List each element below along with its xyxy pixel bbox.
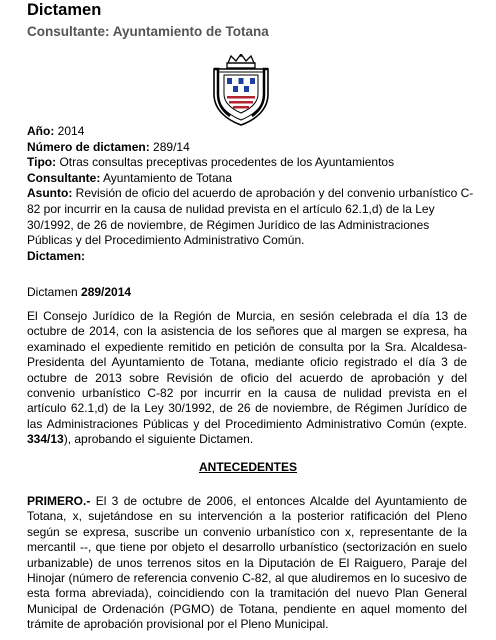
dictamen-metadata bbox=[27, 124, 477, 264]
meta-consultant bbox=[27, 171, 477, 187]
consultant-label: Consultante: bbox=[27, 170, 101, 185]
meta-dictamen bbox=[27, 249, 477, 265]
intro-paragraph bbox=[27, 309, 467, 448]
dictamen-reference bbox=[27, 285, 131, 300]
type-label: Tipo: bbox=[27, 155, 57, 170]
reference-prefix: Dictamen bbox=[27, 285, 78, 299]
first-text: El 3 de octubre de 2006, el entonces Alcalde del Ayuntamiento de Totana, x, sujetándose en su intervención a la posterior ratificación del Pleno según se expresa, suscribe un convenio urbanístico con x, representante de la mercantil --, que tiene por objeto el desarrollo urbanístico (sectorización en suelo urbanizable) de unos terrenos sitos en la Diputación de El Raiguero, Paraje del Hinojar (número de referencia convenio C-82, al que aludiremos en lo sucesivo de esta forma abreviada), coincidiendo con la tramitación del nuevo Plan General Municipal de Ordenación (PGMO) de Totana, pendiente en aquel momento del trámite de aprobación provisional por el Pleno Municipal. bbox=[27, 494, 467, 632]
expte-number: 334/13 bbox=[27, 432, 64, 447]
consultant-subtitle: Consultante: Ayuntamiento de Totana bbox=[27, 24, 269, 39]
intro-text-end: ), aprobando el siguiente Dictamen. bbox=[63, 432, 254, 447]
meta-subject bbox=[27, 186, 477, 248]
subject-value: Revisión de oficio del acuerdo de aprobación y del convenio urbanístico C-82 por incurrir en la causa de nulidad prevista en el artículo 62.1,d) de la Ley 30/1992, de 26 de noviembre, de Régimen Jurídico de las Administraciones Públicas y del Procedimiento Administrativo Común. bbox=[27, 186, 474, 248]
reference-number: 289/2014 bbox=[81, 285, 132, 299]
first-label: PRIMERO.- bbox=[27, 494, 91, 508]
number-value: 289/14 bbox=[153, 139, 190, 154]
dictamen-label: Dictamen: bbox=[27, 248, 86, 263]
year-value: 2014 bbox=[57, 124, 85, 138]
meta-type bbox=[27, 155, 477, 171]
year-label: Año: bbox=[27, 124, 55, 138]
subject-label: Asunto: bbox=[27, 186, 73, 201]
number-label: Número de dictamen: bbox=[27, 139, 150, 154]
first-antecedent bbox=[27, 494, 467, 633]
type-value: Otras consultas preceptivas procedentes de los Ayuntamientos bbox=[59, 155, 395, 170]
coat-of-arms-icon bbox=[208, 54, 274, 126]
meta-year bbox=[27, 124, 477, 140]
page-title: Dictamen bbox=[27, 1, 102, 19]
meta-number bbox=[27, 140, 477, 156]
consultant-value: Ayuntamiento de Totana bbox=[103, 170, 233, 185]
section-heading: ANTECEDENTES bbox=[198, 460, 297, 474]
intro-text: El Consejo Jurídico de la Región de Murcia, en sesión celebrada el día 13 de octubre de 2014, con la asistencia de los señores que al margen se expresa, ha examinado el expediente remitido en petición de consulta por la Sra. Alcaldesa-Presidenta del Ayuntamiento de Totana, mediante oficio registrado el día 3 de octubre de 2013 sobre Revisión de oficio del acuerdo de aprobación y del convenio urbanístico C-82 por incurrir en la causa de nulidad prevista en el artículo 62.1,d) de la Ley 30/1992, de 26 de noviembre, de Régimen Jurídico de las Administraciones Públicas y del Procedimiento Administrativo Común (expte. bbox=[27, 309, 467, 431]
